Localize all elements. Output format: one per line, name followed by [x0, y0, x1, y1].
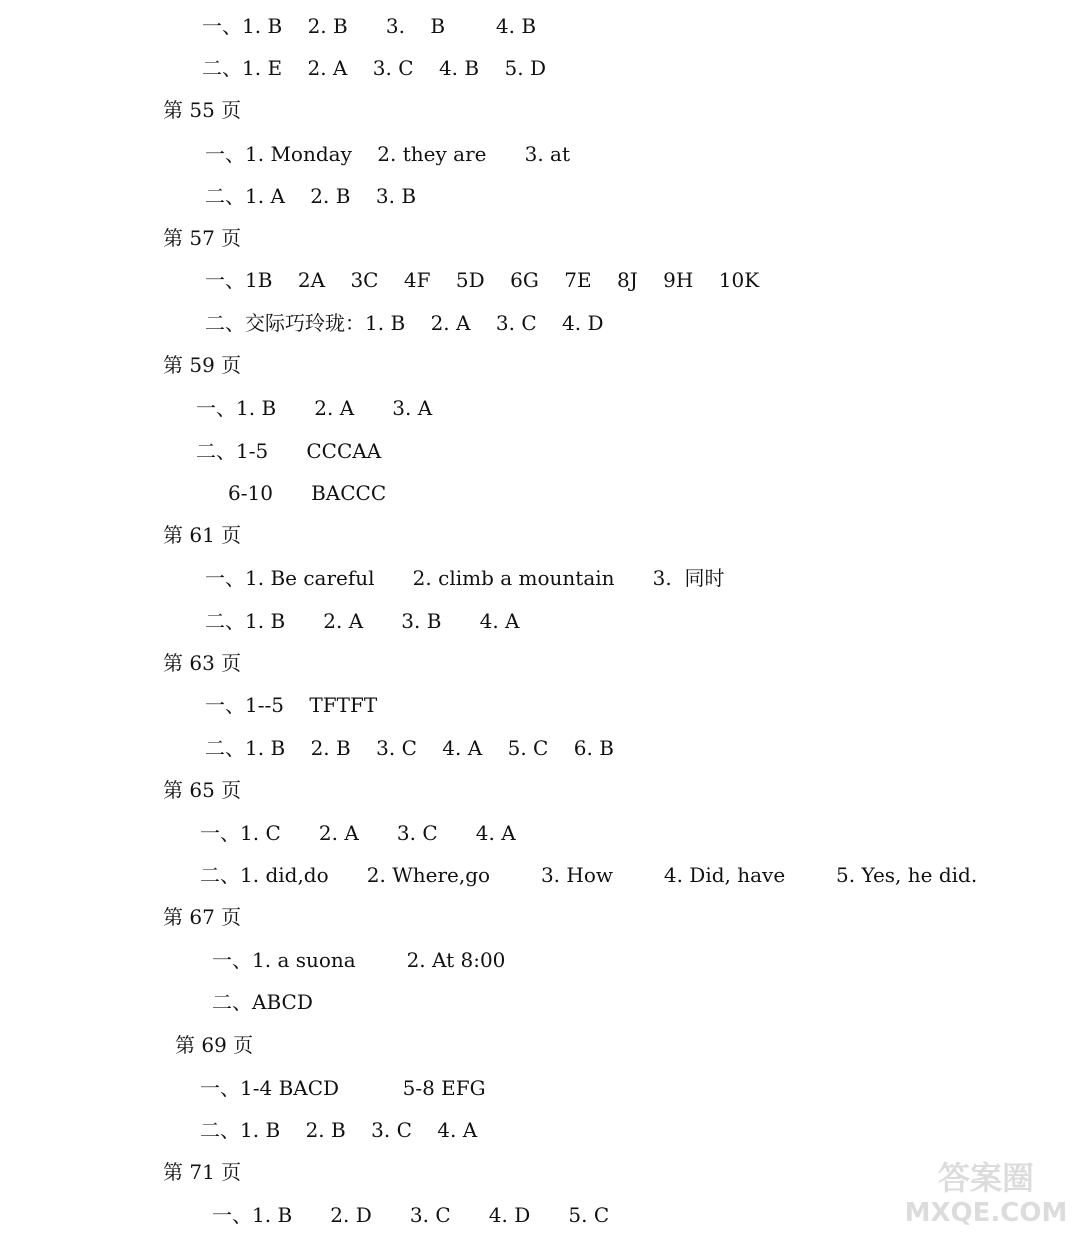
page-heading-69: 第 69 页 [175, 1033, 254, 1057]
line-15: 二、1. B 2. A 3. B 4. A [205, 609, 520, 633]
line-18: 二、1. B 2. B 3. C 4. A 5. C 6. B [205, 736, 614, 760]
line-4: 一、1. Monday 2. they are 3. at [205, 142, 571, 166]
line-12: 6-10 BACCC [228, 481, 387, 505]
line-21: 二、1. did,do 2. Where,go 3. How 4. Did, have 5. Yes, he did. [200, 863, 978, 887]
line-14: 一、1. Be careful 2. climb a mountain 3. 同时 [205, 566, 725, 590]
line-5: 二、1. A 2. B 3. B [205, 184, 417, 208]
page-heading-71: 第 71 页 [163, 1160, 242, 1184]
line-2: 二、1. E 2. A 3. C 4. B 5. D [202, 56, 546, 80]
line-27: 二、1. B 2. B 3. C 4. A [200, 1118, 478, 1142]
line-1: 一、1. B 2. B 3. B 4. B [202, 14, 537, 38]
line-24: 二、ABCD [212, 990, 313, 1014]
page-heading-55: 第 55 页 [163, 98, 242, 122]
line-26: 一、1-4 BACD 5-8 EFG [200, 1076, 486, 1100]
line-23: 一、1. a suona 2. At 8:00 [212, 948, 506, 972]
page-heading-63: 第 63 页 [163, 651, 242, 675]
page-heading-57: 第 57 页 [163, 226, 242, 250]
line-11: 二、1-5 CCCAA [196, 439, 382, 463]
page-heading-59: 第 59 页 [163, 353, 242, 377]
watermark-top-text: 答案圈 [937, 1159, 1035, 1197]
line-8: 二、交际巧玲珑：1. B 2. A 3. C 4. D [205, 311, 604, 335]
line-29: 一、1. B 2. D 3. C 4. D 5. C [212, 1203, 610, 1227]
line-7: 一、1B 2A 3C 4F 5D 6G 7E 8J 9H 10K [205, 268, 760, 292]
page-heading-65: 第 65 页 [163, 778, 242, 802]
line-17: 一、1--5 TFTFT [205, 693, 378, 717]
line-10: 一、1. B 2. A 3. A [196, 396, 433, 420]
line-20: 一、1. C 2. A 3. C 4. A [200, 821, 516, 845]
page-heading-67: 第 67 页 [163, 905, 242, 929]
page-heading-61: 第 61 页 [163, 523, 242, 547]
watermark-bottom-text: MXQE.COM [904, 1198, 1068, 1227]
watermark-logo [900, 1155, 1072, 1227]
